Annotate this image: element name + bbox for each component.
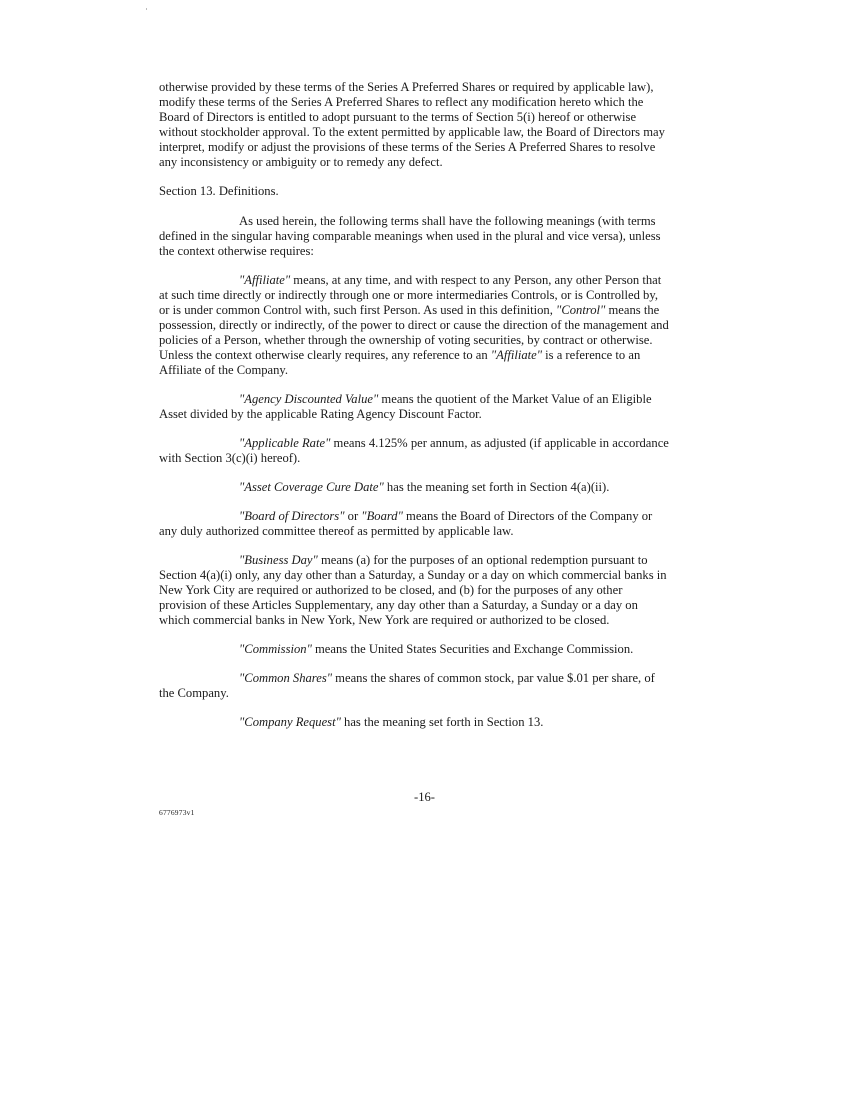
- section-heading: Section 13. Definitions.: [159, 184, 279, 198]
- defined-term: "Board": [361, 509, 403, 523]
- defined-term: "Affiliate": [490, 348, 542, 362]
- definition-commission: [159, 642, 671, 657]
- intro-paragraph: otherwise provided by these terms of the Series A Preferred Shares or required by applicable law), modify these terms of the Series A Preferred Shares to reflect any modification hereto which the Board of Directors is entitled to adopt pursuant to the terms of Section 5(i) hereof or otherwise without stockholder approval. To the extent permitted by applicable law, the Board of Directors may interpret, modify or adjust the provisions of these terms of the Series A Preferred Shares to resolve any inconsistency or ambiguity or to remedy any defect.: [159, 80, 665, 169]
- definition-company-request: [159, 715, 671, 730]
- definition-text: means the possession, directly or indirectly, of the power to direct or cause the direction of the management and policies of a Person, whether through the ownership of voting securities, by contract or otherwise. Unless the context otherwise clearly requires, any reference to an: [159, 303, 669, 362]
- definition-text: means the United States Securities and Exchange Commission.: [311, 642, 634, 656]
- definition-affiliate: [159, 273, 671, 378]
- definition-board-of-directors: [159, 509, 671, 539]
- definition-text: means the Board of Directors of the Company or any duly authorized committee thereof as permitted by applicable law.: [159, 509, 653, 538]
- definition-business-day: [159, 553, 671, 628]
- definition-text: or: [344, 509, 362, 523]
- defined-term: "Company Request": [239, 715, 341, 729]
- document-body: [159, 80, 671, 744]
- scan-speck: [146, 8, 147, 10]
- definition-common-shares: [159, 671, 671, 701]
- defined-term: "Board of Directors": [239, 509, 345, 523]
- defined-term: "Common Shares": [239, 671, 333, 685]
- definition-applicable-rate: [159, 436, 671, 466]
- defined-term: "Applicable Rate": [239, 436, 331, 450]
- definition-text: means the shares of common stock, par value $.01 per share, of the Company.: [159, 671, 655, 700]
- definition-text: means (a) for the purposes of an optional redemption pursuant to Section 4(a)(i) only, any day other than a Saturday, a Sunday or a day on which commercial banks in New York City are required or authorized to be closed, and (b) for the purposes of any other provision of these Articles Supplementary, any day other than a Saturday, a Sunday or a day on which commercial banks in New York, New York are required or authorized to be closed.: [159, 553, 667, 627]
- definition-text: means 4.125% per annum, as adjusted (if applicable in accordance with Section 3(c)(i) hereof).: [159, 436, 669, 465]
- defined-term: "Asset Coverage Cure Date": [239, 480, 384, 494]
- definition-text: has the meaning set forth in Section 13.: [340, 715, 544, 729]
- document-id: 6776973v1: [159, 808, 195, 817]
- definition-asset-coverage-cure-date: [159, 480, 671, 495]
- definition-text: means, at any time, and with respect to any Person, any other Person that at such time directly or indirectly through one or more intermediaries Controls, or is Controlled by, or is under common Control with, such first Person. As used in this definition,: [159, 273, 662, 317]
- defined-term: "Control": [556, 303, 606, 317]
- definitions-intro: As used herein, the following terms shall have the following meanings (with terms defined in the singular having comparable meanings when used in the plural and vice versa), unless the context otherwise requires:: [159, 214, 661, 258]
- page-number: -16-: [414, 790, 435, 804]
- defined-term: "Business Day": [239, 553, 318, 567]
- defined-term: "Affiliate": [239, 273, 291, 287]
- definition-text: has the meaning set forth in Section 4(a)(ii).: [383, 480, 610, 494]
- defined-term: "Agency Discounted Value": [239, 392, 379, 406]
- definition-text: means the quotient of the Market Value of an Eligible Asset divided by the applicable Rating Agency Discount Factor.: [159, 392, 652, 421]
- definition-text: is a reference to an Affiliate of the Company.: [159, 348, 641, 377]
- definition-agency-discounted-value: [159, 392, 671, 422]
- defined-term: "Commission": [239, 642, 312, 656]
